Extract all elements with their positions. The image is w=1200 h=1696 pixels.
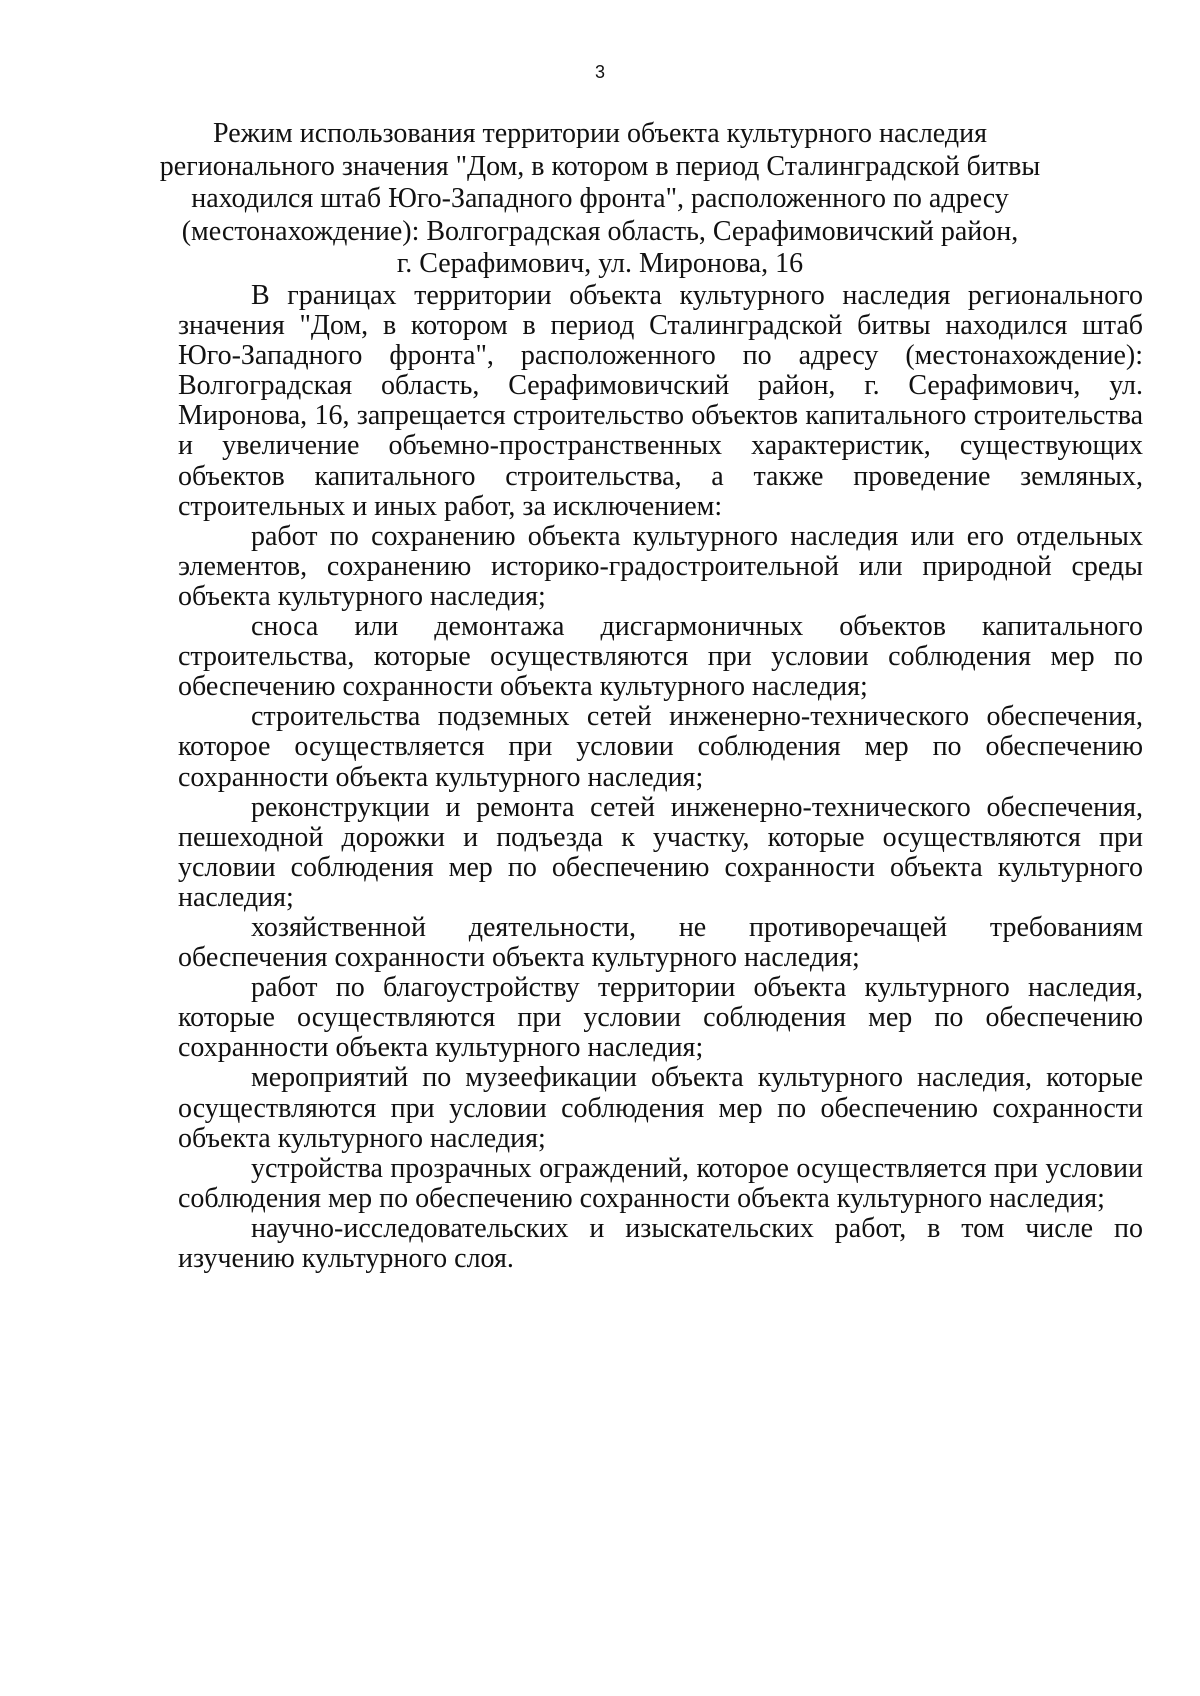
exception-item: сноса или демонтажа дисгармоничных объектов капитального строительства, которые осуществляются при условии соблюдения мер по обеспечению сохранности объекта культурного наследия; [178, 611, 1143, 703]
exception-item: строительства подземных сетей инженерно-технического обеспечения, которое осуществляется при условии соблюдения мер по обеспечению сохранности объекта культурного наследия; [178, 701, 1143, 793]
exception-item: устройства прозрачных ограждений, которое осуществляется при условии соблюдения мер по обеспечению сохранности объекта культурного наследия; [178, 1152, 1143, 1214]
exception-item: работ по сохранению объекта культурного наследия или его отдельных элементов, сохранению историко-градостроительной или природной среды объекта культурного наследия; [178, 520, 1143, 612]
title-line: находился штаб Юго-Западного фронта", расположенного по адресу [191, 183, 1009, 214]
title-line: г. Серафимович, ул. Миронова, 16 [396, 248, 804, 279]
exception-item: хозяйственной деятельности, не противоречащей требованиям обеспечения сохранности объекта культурного наследия; [178, 911, 1143, 974]
page-number: 3 [594, 62, 605, 82]
exception-item: работ по благоустройству территории объекта культурного наследия, которые осуществляются при условии соблюдения мер по обеспечению сохранности объекта культурного наследия; [178, 972, 1143, 1064]
exception-item: научно-исследовательских и изыскательских работ, в том числе по изучению культурного слоя. [178, 1212, 1143, 1274]
exception-item: мероприятий по музеефикации объекта культурного наследия, которые осуществляются при условии соблюдения мер по обеспечению сохранности объекта культурного наследия; [178, 1062, 1143, 1154]
document-title [150, 118, 1050, 281]
title-line: регионального значения "Дом, в котором в период Сталинградской битвы [159, 150, 1041, 182]
document-body [178, 281, 1143, 1274]
exception-item: реконструкции и ремонта сетей инженерно-технического обеспечения, пешеходной дорожки и подъезда к участку, которые осуществляются при условии соблюдения мер по обеспечению сохранности объекта культурного наследия; [178, 791, 1143, 913]
intro-paragraph: В границах территории объекта культурного наследия регионального значения "Дом, в котором в период Сталинградской битвы находился штаб Юго-Западного фронта", расположенного по адресу (местонахождение): Волгоградская область, Серафимовичский район, г. Серафимович, ул. Миронова, 16, запрещается строительство объектов капитального строительства и увеличение объемно-пространственных характеристик, существующих объектов капитального строительства, а также проведение земляных, строительных и иных работ, за исключением: [178, 280, 1143, 522]
title-line: Режим использования территории объекта культурного наследия [213, 118, 987, 149]
title-line: (местонахождение): Волгоградская область, Серафимовичский район, [181, 215, 1019, 247]
